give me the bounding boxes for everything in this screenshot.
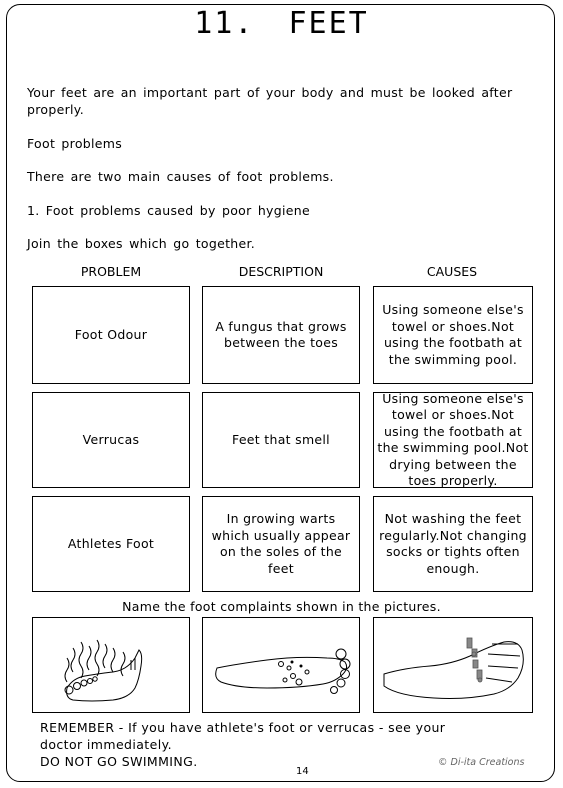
column-header-description: DESCRIPTION [238, 264, 324, 279]
problem-box[interactable]: Verrucas [32, 392, 190, 488]
remember-line: REMEMBER - If you have athlete's foot or verrucas - see your [40, 720, 446, 735]
intro-text [27, 84, 537, 252]
description-box[interactable]: In growing warts which usually appear on the soles of the feet [202, 496, 360, 592]
problem-box[interactable]: Foot Odour [32, 286, 190, 384]
foot-problems-heading: Foot problems [27, 136, 123, 151]
page-title: 11. FEET [194, 6, 369, 41]
description-box[interactable]: A fungus that grows between the toes [202, 286, 360, 384]
pictures-instruction: Name the foot complaints shown in the pictures. [122, 599, 441, 614]
remember-line: DO NOT GO SWIMMING. [40, 754, 198, 769]
cause-box[interactable]: Not washing the feet regularly.Not changing socks or tights often enough. [373, 496, 533, 592]
column-header-causes: CAUSES [426, 264, 478, 279]
problem-box[interactable]: Athletes Foot [32, 496, 190, 592]
remember-line: doctor immediately. [40, 737, 172, 752]
page-number: 14 [296, 766, 309, 777]
foot-toes-fungus-icon [374, 618, 532, 712]
cause-box[interactable]: Using someone else's towel or shoes.Not using the footbath at the swimming pool. [373, 286, 533, 384]
smelly-foot-icon [33, 618, 189, 712]
cause-one-text: 1. Foot problems caused by poor hygiene [27, 203, 310, 218]
description-box[interactable]: Feet that smell [202, 392, 360, 488]
intro-paragraph: Your feet are an important part of your body and must be looked after properly. [27, 85, 513, 117]
picture-box[interactable] [202, 617, 360, 713]
picture-box[interactable] [373, 617, 533, 713]
foot-sole-warts-icon [203, 618, 359, 712]
instruction-text: Join the boxes which go together. [27, 236, 256, 251]
publisher-credit: © Di-ita Creations [438, 757, 525, 768]
column-header-problem: PROBLEM [80, 264, 142, 279]
cause-box[interactable]: Using someone else's towel or shoes.Not using the footbath at the swimming pool.Not drying between the toes properly. [373, 392, 533, 488]
two-causes-text: There are two main causes of foot problems. [27, 169, 334, 184]
picture-box[interactable] [32, 617, 190, 713]
